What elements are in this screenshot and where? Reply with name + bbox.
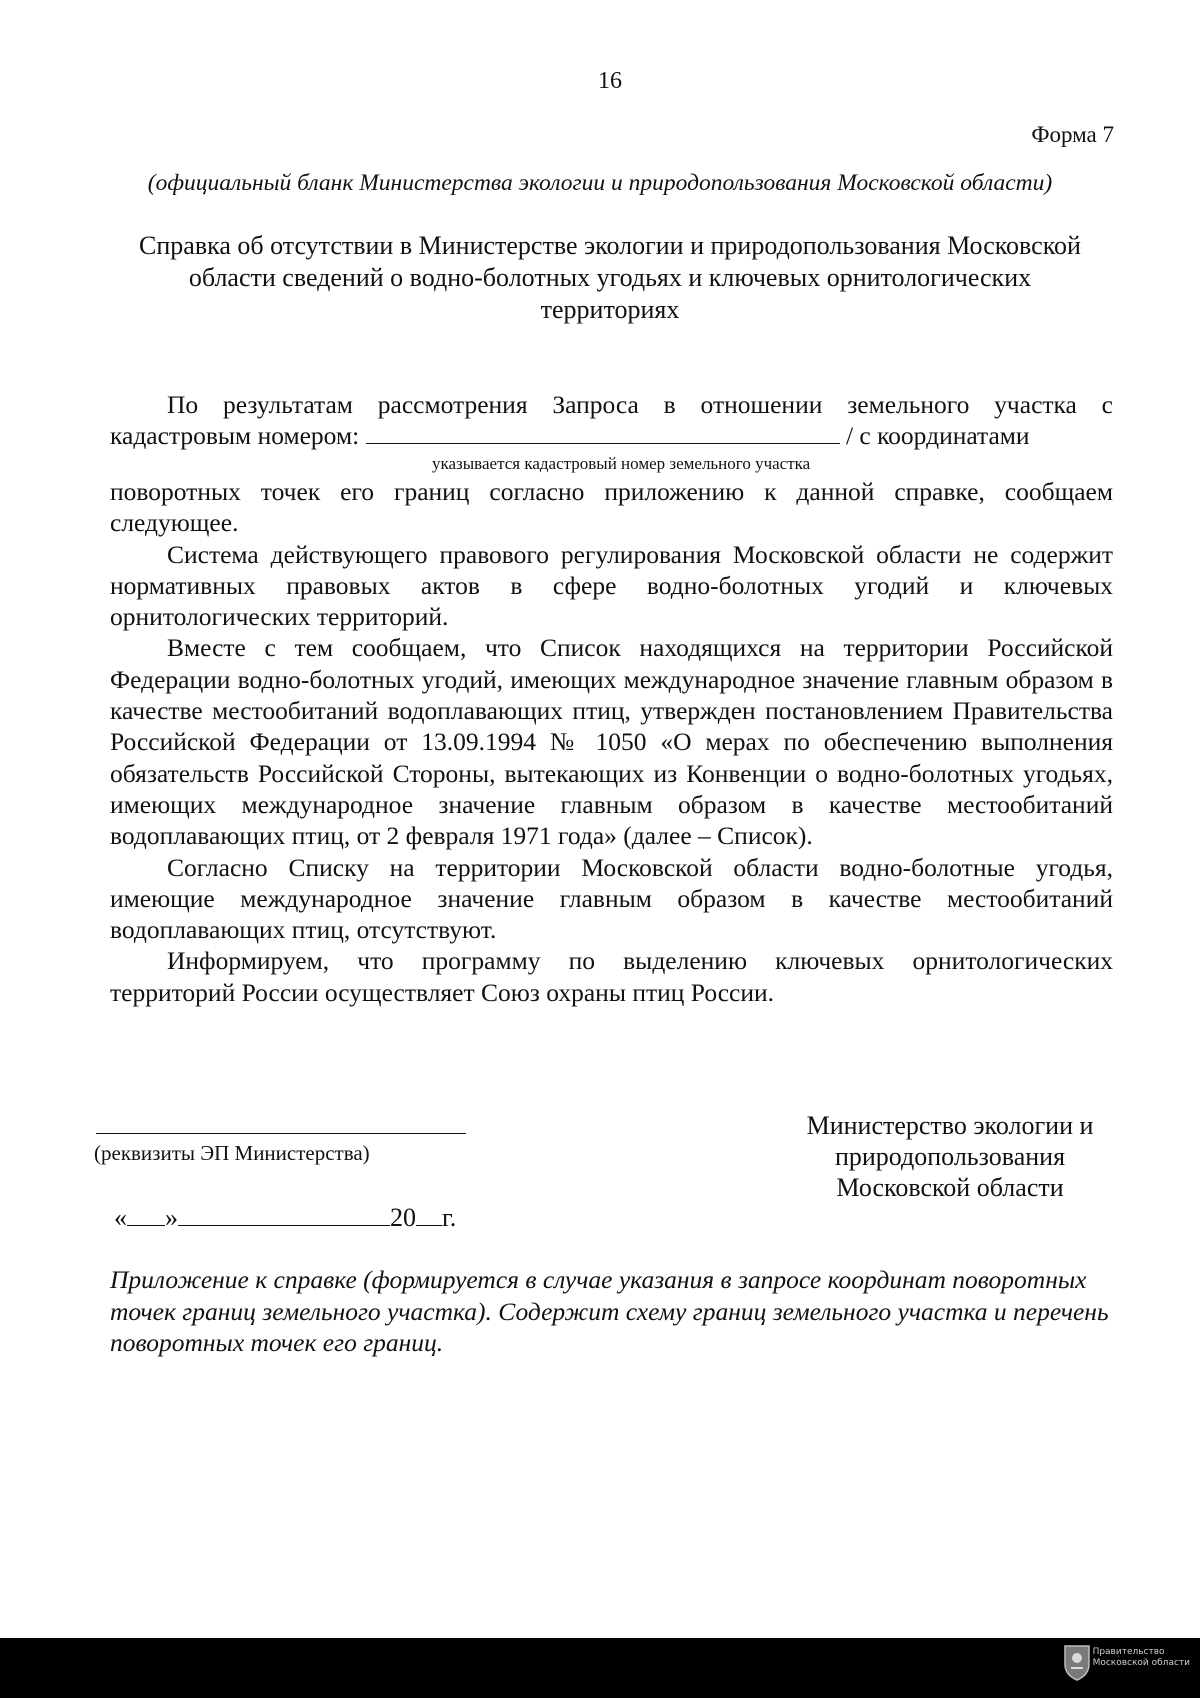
form-label: Форма 7 bbox=[1031, 122, 1114, 147]
page-number: 16 bbox=[598, 68, 622, 94]
ministry-line-1: Министерство экологии и bbox=[806, 1111, 1094, 1140]
signature-label: (реквизиты ЭП Министерства) bbox=[94, 1141, 370, 1165]
footer-government-text bbox=[1093, 1647, 1190, 1669]
signature-line bbox=[96, 1133, 466, 1134]
cadastral-number-blank bbox=[366, 443, 840, 444]
paragraph-request bbox=[110, 389, 1113, 452]
paragraph-request-start: По результатам рассмотрения Запроса в отношении земельного участка с кадастровым номером: bbox=[110, 390, 1113, 451]
ministry-line-2: природопользования bbox=[834, 1142, 1066, 1171]
paragraph-list: Вместе с тем сообщаем, что Список находящихся на территории Российской Федерации водно-болотных угодий, имеющих международное значение главным образом в качестве местообитаний водоплавающих птиц, утвержден постановлением Правительства Российской Федерации от 13.09.1994 № 1050 «О мерах по обеспечению выполнения обязательств Российской Стороны, вытекающих из Конвенции о водно-болотных угодьях, имеющих международное значение главным образом в качестве местообитаний водоплавающих птиц, от 2 февраля 1971 года» (далее – Список). bbox=[110, 633, 1113, 851]
footer-line-2: Московской области bbox=[1092, 1658, 1190, 1668]
appendix-note: Приложение к справке (формируется в случае указания в запросе координат поворотных точек границ земельного участка). Содержит схему границ земельного участка и перечень поворотных точек его границ. bbox=[110, 1265, 1109, 1357]
date-year-suffix: г. bbox=[442, 1203, 457, 1232]
day-blank bbox=[127, 1225, 165, 1226]
footer-band bbox=[0, 1638, 1200, 1698]
date-line bbox=[114, 1203, 456, 1233]
month-blank bbox=[178, 1225, 390, 1226]
paragraph-request-end: поворотных точек его границ согласно приложению к данной справке, сообщаем следующее. bbox=[110, 477, 1113, 538]
year-blank bbox=[416, 1225, 442, 1226]
date-close-quote: » bbox=[165, 1203, 178, 1232]
paragraph-moscow-region: Согласно Списку на территории Московской области водно-болотные угодья, имеющие международное значение главным образом в качестве местообитаний водоплавающих птиц, отсутствуют. bbox=[110, 852, 1113, 945]
ministry-line-3: Московской области bbox=[836, 1173, 1064, 1202]
paragraph-request-coords: / с координатами bbox=[839, 421, 1030, 451]
ministry-signature-block bbox=[760, 1110, 1140, 1203]
body-section-2 bbox=[110, 476, 1113, 1008]
paragraph-regulation: Система действующего правового регулирования Московской области не содержит нормативных правовых актов в сфере водно-болотных угодий и ключевых орнитологических территорий. bbox=[110, 539, 1113, 632]
footer-line-1: Правительство bbox=[1092, 1647, 1165, 1657]
date-open-quote: « bbox=[114, 1203, 127, 1232]
body-section-1 bbox=[110, 389, 1113, 452]
cadastral-number-hint: указывается кадастровый номер земельного участка bbox=[432, 454, 811, 473]
moscow-oblast-coat-of-arms-icon bbox=[1061, 1642, 1093, 1682]
date-century: 20 bbox=[390, 1203, 416, 1232]
document-title: Справка об отсутствии в Министерстве экологии и природопользования Московской области сведений о водно-болотных угодьях и ключевых орнитологических территориях bbox=[139, 231, 1081, 324]
letterhead-note: (официальный бланк Министерства экологии и природопользования Московской области) bbox=[147, 170, 1053, 196]
paragraph-bird-union: Информируем, что программу по выделению ключевых орнитологических территорий России осуществляет Союз охраны птиц России. bbox=[110, 946, 1113, 1007]
